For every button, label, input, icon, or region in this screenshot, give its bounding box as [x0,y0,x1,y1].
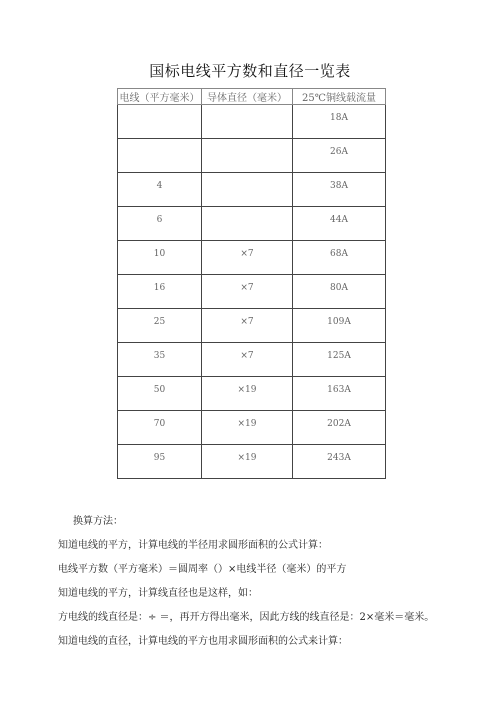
cell-conductor-diameter [202,105,293,139]
cell-current-capacity: 44A [293,207,386,241]
table-row [118,343,386,377]
table-row [118,309,386,343]
cell-conductor-diameter: ×7 [202,241,293,275]
cell-current-capacity: 18A [293,105,386,139]
paragraph-4: 方电线的线直径是：÷ ＝，再开方得出毫米，因此方线的线直径是：2×毫米＝毫米。 [58,612,435,623]
cell-conductor-diameter [202,139,293,173]
header-current-capacity: 25℃铜线载流量 [293,89,386,105]
cell-current-capacity: 26A [293,139,386,173]
cell-wire-size: 4 [118,173,202,207]
cell-wire-size: 50 [118,377,202,411]
cell-current-capacity: 202A [293,411,386,445]
table-row [118,275,386,309]
cell-conductor-diameter: ×7 [202,343,293,377]
page-title: 国标电线平方数和直径一览表 [149,62,351,80]
paragraph-3: 知道电线的平方，计算线直径也是这样，如： [58,588,258,599]
table-row [118,173,386,207]
table-row [118,411,386,445]
table-row [118,139,386,173]
cell-wire-size [118,105,202,139]
cell-conductor-diameter [202,173,293,207]
table-row [118,105,386,139]
cell-wire-size: 95 [118,445,202,479]
cell-current-capacity: 38A [293,173,386,207]
wire-spec-table [117,88,386,479]
cell-current-capacity: 68A [293,241,386,275]
cell-wire-size: 16 [118,275,202,309]
cell-current-capacity: 163A [293,377,386,411]
cell-conductor-diameter [202,207,293,241]
method-heading: 换算方法： [73,516,123,527]
cell-wire-size: 10 [118,241,202,275]
table-header-row [118,89,386,105]
cell-current-capacity: 109A [293,309,386,343]
cell-wire-size: 6 [118,207,202,241]
header-conductor-diameter: 导体直径（毫米） [202,89,293,105]
cell-conductor-diameter: ×19 [202,411,293,445]
cell-wire-size [118,139,202,173]
cell-current-capacity: 80A [293,275,386,309]
table-row [118,207,386,241]
cell-wire-size: 25 [118,309,202,343]
cell-current-capacity: 125A [293,343,386,377]
table-row [118,241,386,275]
cell-wire-size: 35 [118,343,202,377]
cell-wire-size: 70 [118,411,202,445]
cell-conductor-diameter: ×19 [202,445,293,479]
paragraph-1: 知道电线的平方，计算电线的半径用求圆形面积的公式计算： [58,540,328,551]
cell-conductor-diameter: ×7 [202,309,293,343]
cell-conductor-diameter: ×7 [202,275,293,309]
cell-conductor-diameter: ×19 [202,377,293,411]
cell-current-capacity: 243A [293,445,386,479]
paragraph-2: 电线平方数（平方毫米）＝圆周率（）×电线半径（毫米）的平方 [58,564,347,575]
paragraph-5: 知道电线的直径，计算电线的平方也用求圆形面积的公式来计算： [58,636,348,647]
table-row [118,377,386,411]
header-wire-size: 电线（平方毫米） [118,89,202,105]
table-row [118,445,386,479]
